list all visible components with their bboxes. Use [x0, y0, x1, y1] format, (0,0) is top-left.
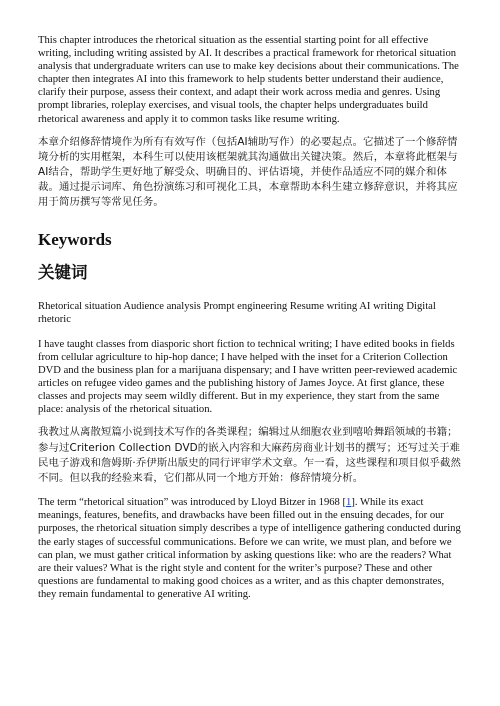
- paragraph-text-end: ]. While its exact meanings, features, benefits, and drawbacks have been filled out in the ensuing decades, for our purposes, the rhetorical situation simply describes a type of intelligence gathering conducted during the early stages of successful communications. Before we can write, we must plan, and before we can plan, we must gather critical information by asking questions like: who are the readers? What are their values? What is the right style and content for the writer’s purpose? These and other questions are fundamental to making good choices as a writer, and as this chapter demonstrates, they remain fundamental to generative AI writing.: [38, 497, 461, 600]
- body-paragraph-en: I have taught classes from diasporic short fiction to technical writing; I have edited books in fields from cellular agriculture to hip-hop dance; I have helped with the inset for a Criterion Collection DVD and the business plan for a marijuana dispensary; and I have written peer-reviewed academic articles on refugee video games and the publishing history of James Joyce. At first glance, these classes and projects may seem wildly different. But in my experience, they start from the same place: analysis of the rhetorical situation.: [38, 338, 458, 416]
- document-page: [38, 34, 462, 601]
- paragraph-text-start: The term “rhetorical situation” was introduced by Lloyd Bitzer in 1968 [: [38, 497, 347, 509]
- body-paragraph-zh: 我教过从离散短篇小说到技术写作的各类课程；编辑过从细胞农业到嘻哈舞蹈领域的书籍；参与过Criterion Collection DVD的嵌入内容和大麻药房商业计划书的撰写；还写过关于难民电子游戏和詹姆斯·乔伊斯出版史的同行评审学术文章。乍一看，这些课程和项目似乎截然不同。但以我的经验来看，它们都从同一个地方开始：修辞情境分析。: [38, 426, 462, 485]
- keywords-heading-zh: 关键词: [38, 262, 88, 282]
- keywords-heading-en: Keywords: [38, 229, 112, 249]
- intro-paragraph-en: This chapter introduces the rhetorical situation as the essential starting point for all effective writing, including writing assisted by AI. It describes a practical framework for rhetorical situation analysis that undergraduate writers can use to make key decisions about their communications. The chapter then integrates AI into this framework to help students better understand their audience, clarify their purpose, assess their context, and adapt their work across media and genres. Using prompt libraries, roleplay exercises, and visual tools, the chapter helps undergraduates build rhetorical awareness and apply it to common tasks like resume writing.: [38, 35, 459, 125]
- intro-paragraph-zh: 本章介绍修辞情境作为所有有效写作（包括AI辅助写作）的必要起点。它描述了一个修辞情境分析的实用框架，本科生可以使用该框架就其沟通做出关键决策。然后，本章将此框架与AI结合，帮助学生更好地了解受众、明确目的、评估语境，并使作品适应不同的媒介和体裁。通过提示词库、角色扮演练习和可视化工具，本章帮助本科生建立修辞意识，并将其应用于简历撰写等常见任务。: [38, 135, 458, 209]
- rhetorical-situation-paragraph: [38, 496, 462, 601]
- keywords-list: Rhetorical situation Audience analysis Prompt engineering Resume writing AI writing Digital rhetoric: [38, 300, 436, 325]
- citation-link[interactable]: 1: [346, 497, 352, 509]
